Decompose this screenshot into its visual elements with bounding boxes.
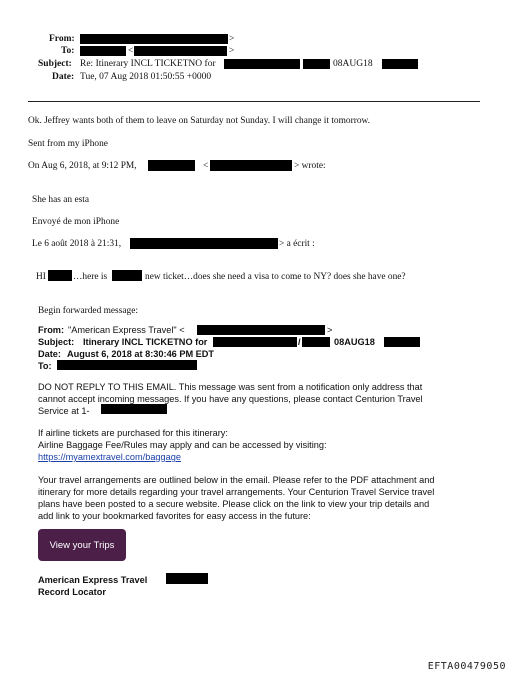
- fwd-subject-slash: /: [298, 337, 301, 347]
- quote-suffix: > wrote:: [294, 161, 326, 171]
- body-line: Sent from my iPhone: [28, 139, 108, 149]
- to-suffix: >: [229, 46, 235, 56]
- redaction-box: [384, 337, 420, 347]
- tickets-line: Airline Baggage Fee/Rules may apply and can be accessed by visiting:: [38, 440, 327, 450]
- fwd-subject-date: 08AUG18: [334, 337, 375, 347]
- body-line: Envoyé de mon iPhone: [32, 217, 120, 227]
- arrangements-line: add link to your bookmarked favorites for easy access in the future:: [38, 511, 311, 521]
- body-line: Ok. Jeffrey wants both of them to leave on Saturday not Sunday. I will change it tomorrow.: [28, 116, 371, 126]
- quote-header: On Aug 6, 2018, at 9:12 PM,: [28, 161, 137, 171]
- hi-rest: new ticket…does she need a visa to come to NY? does she have one?: [145, 272, 406, 282]
- arrangements-line: plans have been posted to a secure website. Please click on the link to view your trip details and: [38, 499, 430, 509]
- fwd-date-label: Date:: [38, 349, 61, 359]
- document-id: EFTA00479050: [427, 661, 506, 672]
- arrangements-line: Your travel arrangements are outlined below in the email. Please refer to the PDF attachment and: [38, 475, 435, 485]
- subject-date: 08AUG18: [333, 59, 373, 69]
- quote-suffix: > a écrit :: [279, 239, 315, 249]
- begin-forwarded: Begin forwarded message:: [38, 306, 138, 316]
- fwd-to-label: To:: [38, 361, 52, 371]
- redaction-box: [224, 59, 300, 69]
- fwd-from-suffix: >: [327, 325, 333, 335]
- redaction-box: [101, 404, 167, 414]
- redaction-box: [80, 46, 126, 56]
- to-mid: <: [128, 46, 134, 56]
- to-label: To:: [61, 46, 75, 56]
- redaction-box: [134, 46, 227, 56]
- body-line: She has an esta: [32, 195, 90, 205]
- redaction-box: [382, 59, 418, 69]
- footer-company: American Express Travel: [38, 575, 148, 585]
- date-value: Tue, 07 Aug 2018 01:50:55 +0000: [80, 72, 212, 82]
- fwd-date-value: August 6, 2018 at 8:30:46 PM EDT: [67, 349, 215, 359]
- fwd-subject-value: Itinerary INCL TICKETNO for: [83, 337, 208, 347]
- from-suffix: >: [229, 34, 235, 44]
- redaction-box: [57, 360, 197, 370]
- record-locator-label: Record Locator: [38, 587, 106, 597]
- fwd-from-label: From:: [38, 325, 65, 335]
- date-label: Date:: [52, 72, 75, 82]
- redaction-box: [48, 270, 72, 281]
- hi-prefix: HI: [36, 272, 46, 282]
- redaction-box: [210, 160, 292, 171]
- arrangements-line: itinerary for more details regarding your travel arrangements. Your Centurion Travel Service travel: [38, 487, 435, 497]
- view-trips-button[interactable]: View your Trips: [38, 529, 126, 561]
- redaction-box: [302, 337, 330, 347]
- redaction-box: [303, 59, 330, 69]
- subject-prefix: Re: Itinerary INCL TICKETNO for: [80, 59, 216, 69]
- fwd-subject-label: Subject:: [38, 337, 75, 347]
- redaction-box: [197, 325, 325, 335]
- redaction-box: [130, 238, 278, 249]
- tickets-line: If airline tickets are purchased for this itinerary:: [38, 428, 228, 438]
- header-divider: [28, 101, 480, 102]
- notice-line: Service at 1-: [38, 406, 90, 416]
- redaction-box: [166, 573, 208, 584]
- subject-label: Subject:: [38, 59, 72, 69]
- redaction-box: [148, 160, 195, 171]
- notice-line: cannot accept incoming messages. If you have any questions, please contact Centurion Travel: [38, 394, 423, 404]
- from-label: From:: [49, 34, 75, 44]
- notice-line: DO NOT REPLY TO THIS EMAIL. This message was sent from a notification only address that: [38, 382, 423, 392]
- redaction-box: [213, 337, 297, 347]
- quote-lt: <: [203, 161, 209, 171]
- hi-mid: …here is: [73, 272, 108, 282]
- quote-header: Le 6 août 2018 à 21:31,: [32, 239, 122, 249]
- fwd-from-value: "American Express Travel" <: [68, 325, 185, 335]
- redaction-box: [112, 270, 142, 281]
- redaction-box: [80, 34, 228, 44]
- baggage-link[interactable]: https://myamextravel.com/baggage: [38, 452, 181, 462]
